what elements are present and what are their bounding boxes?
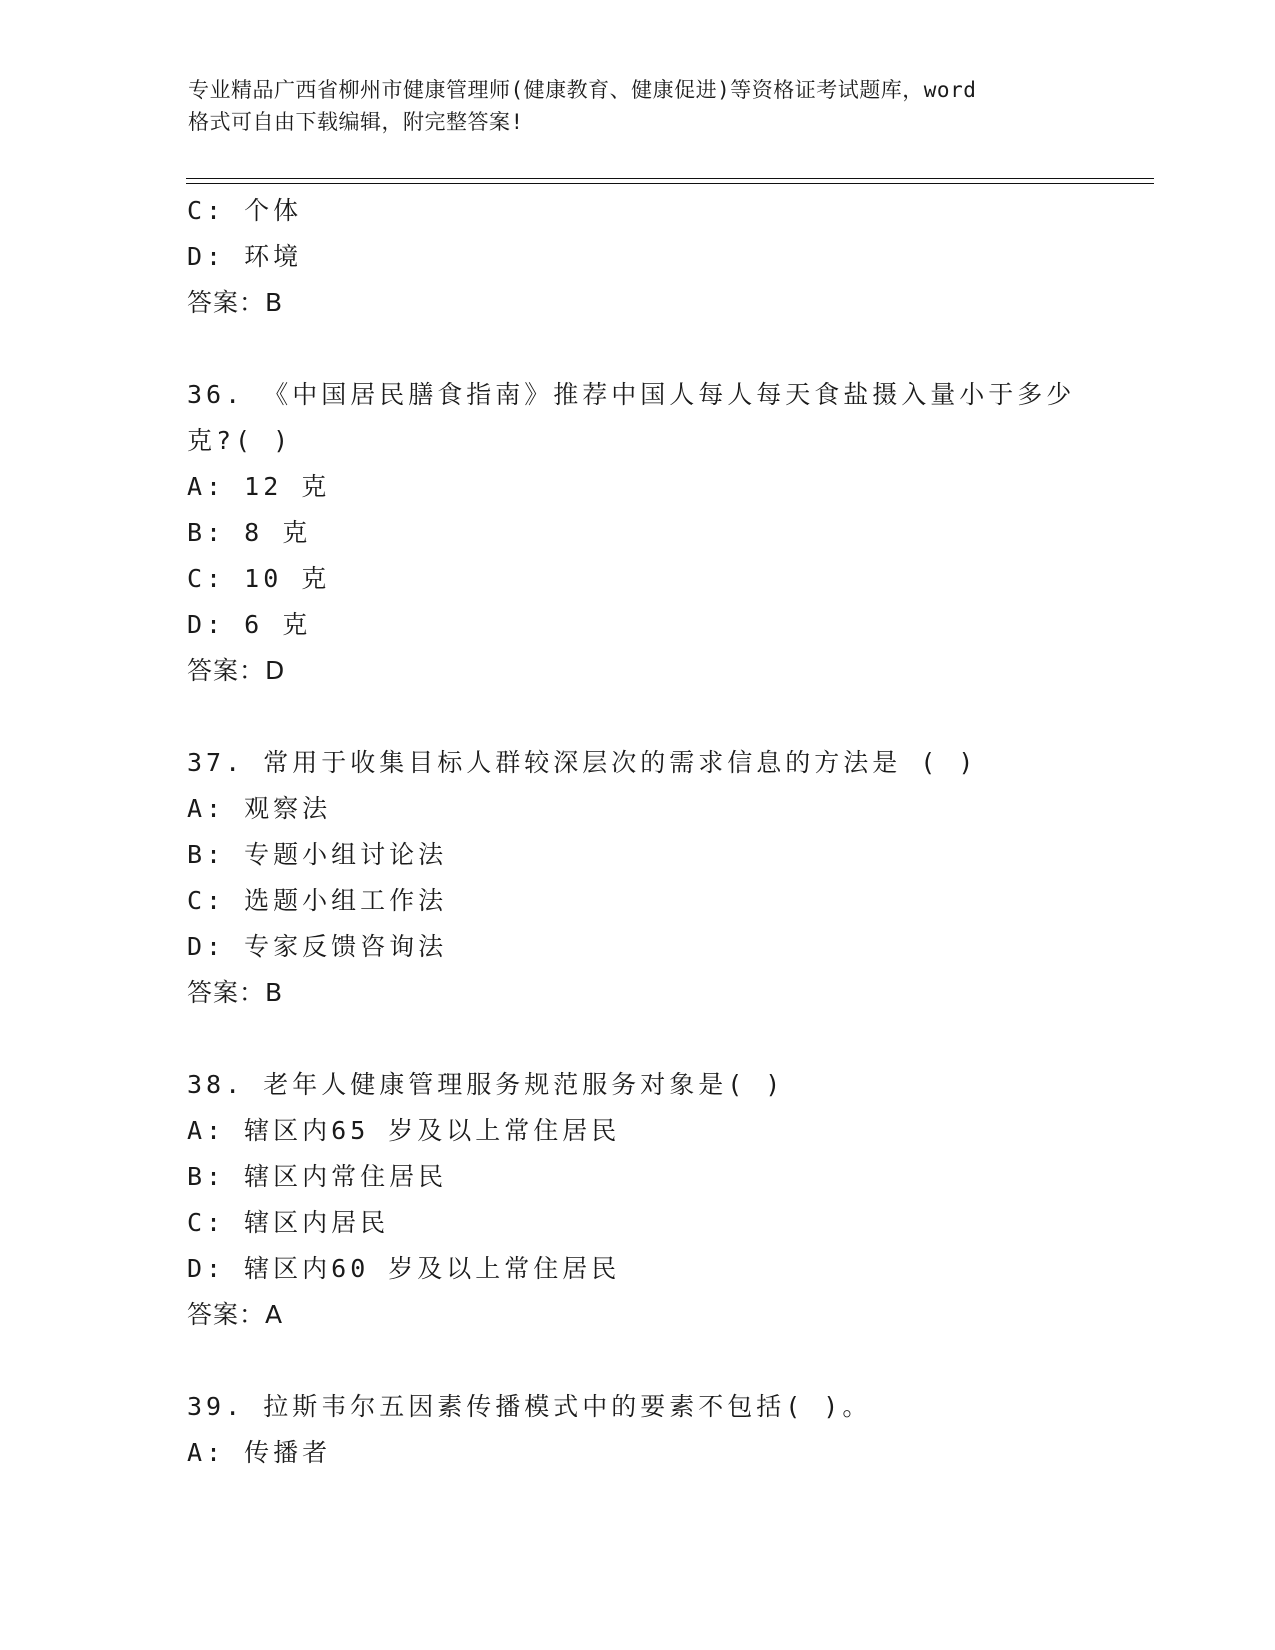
spacer [187, 694, 1147, 740]
option-c: C: 个体 [187, 196, 303, 225]
option-d: D: 辖区内60 岁及以上常住居民 [187, 1254, 621, 1283]
question-list [187, 188, 1147, 1476]
spacer [187, 326, 1147, 372]
option-d: D: 环境 [187, 242, 303, 271]
question-stem: 36. 《中国居民膳食指南》推荐中国人每人每天食盐摄入量小于多少 [187, 380, 1076, 409]
answer-line: 答案：A [187, 1300, 284, 1329]
option-a: A: 12 克 [187, 472, 331, 501]
option-c: C: 选题小组工作法 [187, 886, 448, 915]
question-36 [187, 372, 1147, 694]
document-header [188, 74, 1088, 138]
option-a: A: 观察法 [187, 794, 332, 823]
header-line-2: 格式可自由下载编辑，附完整答案! [188, 110, 524, 134]
answer-line: 答案：B [187, 978, 284, 1007]
option-c: C: 10 克 [187, 564, 331, 593]
spacer [187, 1016, 1147, 1062]
question-stem-continued: 克?( ) [187, 426, 293, 455]
answer-line: 答案：B [187, 288, 284, 317]
spacer [187, 1338, 1147, 1384]
answer-line: 答案：D [187, 656, 286, 685]
option-b: B: 辖区内常住居民 [187, 1162, 448, 1191]
question-stem: 39. 拉斯韦尔五因素传播模式中的要素不包括( )。 [187, 1392, 872, 1421]
question-fragment [187, 188, 1147, 326]
option-a: A: 辖区内65 岁及以上常住居民 [187, 1116, 621, 1145]
option-d: D: 专家反馈咨询法 [187, 932, 448, 961]
question-39 [187, 1384, 1147, 1476]
question-38 [187, 1062, 1147, 1338]
option-c: C: 辖区内居民 [187, 1208, 390, 1237]
question-37 [187, 740, 1147, 1016]
question-stem: 38. 老年人健康管理服务规范服务对象是( ) [187, 1070, 785, 1099]
option-d: D: 6 克 [187, 610, 312, 639]
header-rule-top [186, 178, 1154, 179]
header-rule-bottom [186, 183, 1154, 184]
question-stem: 37. 常用于收集目标人群较深层次的需求信息的方法是 ( ) [187, 748, 978, 777]
option-a: A: 传播者 [187, 1438, 332, 1467]
header-line-1: 专业精品广西省柳州市健康管理师(健康教育、健康促进)等资格证考试题库，word [188, 78, 977, 102]
option-b: B: 8 克 [187, 518, 312, 547]
option-b: B: 专题小组讨论法 [187, 840, 448, 869]
